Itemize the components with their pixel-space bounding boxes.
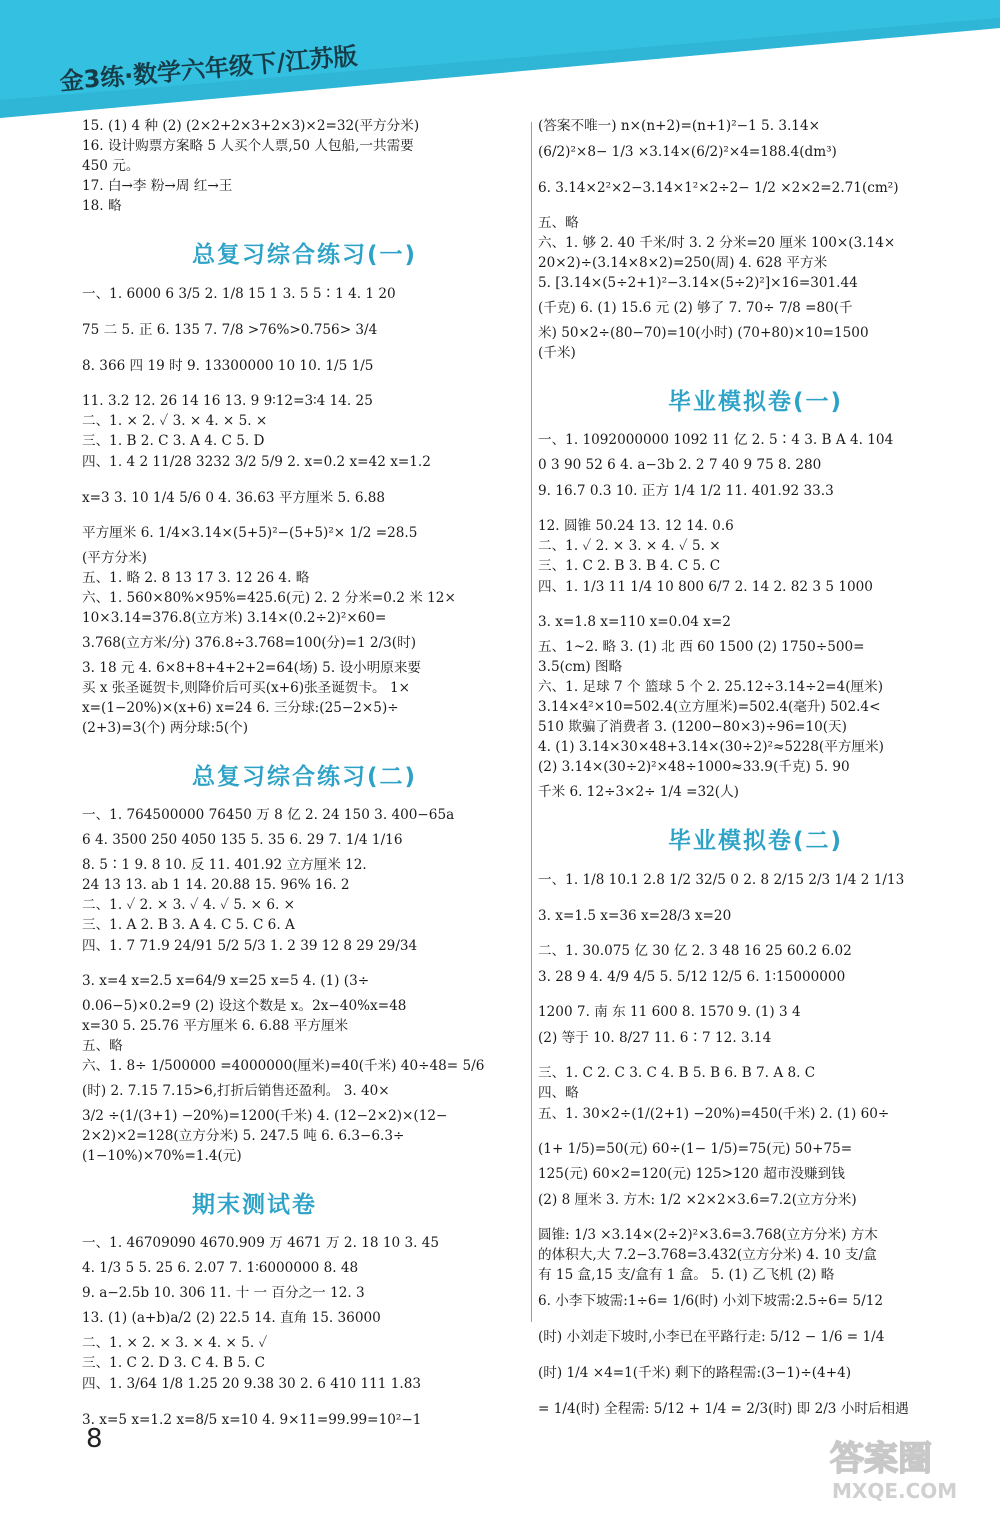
answer-line: (2+3)=3(个) 两分球:5(个) (82, 720, 249, 736)
answer-line: 9. 16.7 0.3 10. 正方 1/4 1/2 11. 401.92 33.3 (538, 483, 834, 499)
answer-line: (1−10%)×70%=1.4(元) (82, 1148, 242, 1164)
answer-line: 平方厘米 6. 1/4×3.14×(5+5)²−(5+5)²× 1/2 =28.5 (82, 525, 418, 541)
answer-line: 五、略 (82, 1038, 123, 1054)
answer-line: 450 元。 (82, 158, 140, 174)
answer-line: (6/2)²×8− 1/3 ×3.14×(6/2)²×4=188.4(dm³) (538, 144, 837, 160)
right-intro (538, 116, 976, 363)
answer-line: (千米) (538, 345, 576, 361)
watermark-logo (820, 1430, 990, 1506)
answer-line: 3. x=5 x=1.2 x=8/5 x=10 4. 9×11=99.99=10²−1 (82, 1412, 422, 1428)
section-title: 期末测试卷 (192, 1192, 317, 1218)
answer-line: 3. x=4 x=2.5 x=64/9 x=25 x=5 4. (1) (3÷ (82, 973, 370, 989)
section-mock-1 (538, 383, 976, 802)
answer-line: 六、1. 足球 7 个 篮球 5 个 2. 25.12÷3.14÷2=4(厘米) (538, 679, 884, 695)
section-title: 毕业模拟卷(二) (668, 828, 844, 854)
answer-line: (时) 2. 7.15 7.15>6,打折后销售还盈利。 3. 40× (82, 1083, 390, 1099)
answer-line: 13. (1) (a+b)a/2 (2) 22.5 14. 直角 15. 36000 (82, 1310, 381, 1326)
answer-line: 四、1. 7 71.9 24/91 5/2 5/3 1. 2 39 12 8 29 29/34 (82, 938, 418, 954)
answer-line: 18. 略 (82, 198, 122, 214)
answer-line: 8. 5∶1 9. 8 10. 反 11. 401.92 立方厘米 12. (82, 857, 367, 873)
answer-line: 四、1. 3/64 1/8 1.25 20 9.38 30 2. 6 410 111 1.83 (82, 1376, 422, 1392)
answer-line: (2) 8 厘米 3. 方木: 1/2 ×2×2×3.6=7.2(立方分米) (538, 1192, 857, 1208)
answer-line: 3.14×4²×10=502.4(立方厘米)=502.4(毫升) 502.4< (538, 699, 881, 715)
answer-line: 1200 7. 南 东 11 600 8. 1570 9. (1) 3 4 (538, 1004, 801, 1020)
answer-line: 二、1. ✓ 2. × 3. ✓ 4. ✓ 5. × 6. × (82, 897, 296, 913)
section-title: 总复习综合练习(一) (192, 242, 418, 268)
answer-line: (千克) 6. (1) 15.6 元 (2) 够了 7. 70÷ 7/8 =80(千 (538, 300, 853, 316)
answer-line: 3.768(立方米/分) 376.8÷3.768=100(分)=1 2/3(时) (82, 635, 416, 651)
watermark-graphic (820, 1430, 990, 1506)
answer-line: 五、1. 30×2÷(1/(2+1) −20%)=450(千米) 2. (1) 60÷ (538, 1106, 890, 1122)
answer-line: 4. 1/3 5 5. 25 6. 2.07 7. 1∶6000000 8. 48 (82, 1260, 359, 1276)
section-title: 总复习综合练习(二) (192, 764, 418, 790)
answer-line: 5. [3.14×(5÷2+1)²−3.14×(5÷2)²]×16=301.44 (538, 275, 858, 291)
answer-line: 12. 圆锥 50.24 13. 12 14. 0.6 (538, 518, 734, 534)
answer-line: 二、1. ✓ 2. × 3. × 4. ✓ 5. × (538, 538, 721, 554)
page-number: 8 (86, 1424, 103, 1454)
answer-line: 二、1. 30.075 亿 30 亿 2. 3 48 16 25 60.2 6.02 (538, 943, 852, 959)
answer-line: 一、1. 1092000000 1092 11 亿 2. 5∶4 3. B A 4. 104 (538, 432, 894, 448)
answer-line: 千米 6. 12÷3×2÷ 1/4 =32(人) (538, 784, 739, 800)
answer-line: (2) 3.14×(30÷2)²×48÷1000≈33.9(千克) 5. 90 (538, 759, 850, 775)
column-divider (531, 122, 532, 1322)
answer-line: x=3 3. 10 1/4 5/6 0 4. 36.63 平方厘米 5. 6.88 (82, 490, 386, 506)
answer-line: 五、1. 略 2. 8 13 17 3. 12 26 4. 略 (82, 570, 310, 586)
answer-line: 三、1. C 2. C 3. C 4. B 5. B 6. B 7. A 8. C (538, 1065, 816, 1081)
answer-line: 3/2 ÷(1/(3+1) −20%)=1200(千米) 4. (12−2×2)×(12− (82, 1108, 448, 1124)
answer-line: 6. 3.14×2²×2−3.14×1²×2÷2− 1/2 ×2×2=2.71(cm²) (538, 180, 899, 196)
right-column (538, 116, 976, 1434)
answer-line: 三、1. C 2. D 3. C 4. B 5. C (82, 1355, 266, 1371)
answer-line: (时) 小刘走下坡时,小李已在平路行走: 5/12 − 1/6 = 1/4 (538, 1329, 885, 1345)
answer-line: 9. a−2.5b 10. 306 11. 十 一 百分之一 12. 3 (82, 1285, 365, 1301)
answer-line: 二、1. × 2. × 3. × 4. × 5. ✓ (82, 1335, 268, 1351)
svg-text:MXQE.COM: MXQE.COM (832, 1479, 958, 1503)
answer-line: 20×2)÷(3.14×8×2)=250(周) 4. 628 平方米 (538, 255, 828, 271)
answer-line: 米) 50×2÷(80−70)=10(小时) (70+80)×10=1500 (538, 325, 869, 341)
answer-line: 3.5(cm) 图略 (538, 659, 623, 675)
section-title: 毕业模拟卷(一) (668, 389, 844, 415)
answer-line: 6. 小李下坡需:1÷6= 1/6(时) 小刘下坡需:2.5÷6= 5/12 (538, 1293, 884, 1309)
answer-line: 四、略 (538, 1085, 579, 1101)
answer-line: (1+ 1/5)=50(元) 60÷(1− 1/5)=75(元) 50+75= (538, 1141, 853, 1157)
answer-line: 六、1. 560×80%×95%=425.6(元) 2. 2 分米=0.2 米 12× (82, 590, 456, 606)
answer-line: 四、1. 4 2 11/28 3232 3/2 5/9 2. x=0.2 x=42 x=1.2 (82, 454, 431, 470)
answer-line: 510 欺骗了消费者 3. (1200−80×3)÷96=10(天) (538, 719, 847, 735)
answer-line: 24 13 13. ab 1 14. 20.88 15. 96% 16. 2 (82, 877, 350, 893)
answer-line: 3. 18 元 4. 6×8+8+4+2+2=64(场) 5. 设小明原来要 (82, 660, 422, 676)
section-final-exam (82, 1186, 524, 1431)
answer-line: 有 15 盒,15 支/盒有 1 盒。 5. (1) 乙飞机 (2) 略 (538, 1267, 835, 1283)
left-column (82, 116, 524, 1445)
answer-line: 的体积大,大 7.2−3.768=3.432(立方分米) 4. 10 支/盒 (538, 1247, 877, 1263)
answer-line: 五、略 (538, 215, 579, 231)
answer-line: 11. 3.2 12. 26 14 16 13. 9 9∶12=3∶4 14. 25 (82, 393, 373, 409)
answer-line: 8. 366 四 19 时 9. 13300000 10 10. 1/5 1/5 (82, 358, 374, 374)
answer-line: (2) 等于 10. 8/27 11. 6∶7 12. 3.14 (538, 1030, 772, 1046)
answer-line: 0.06−5)×0.2=9 (2) 设这个数是 x。2x−40%x=48 (82, 998, 407, 1014)
answer-line: 三、1. B 2. C 3. A 4. C 5. D (82, 433, 265, 449)
section-review-2 (82, 758, 524, 1166)
answer-line: 圆锥: 1/3 ×3.14×(2÷2)²×3.6=3.768(立方分米) 方木 (538, 1227, 878, 1243)
answer-line: (答案不唯一) n×(n+2)=(n+1)²−1 5. 3.14× (538, 118, 820, 134)
answer-line: 三、1. C 2. B 3. B 4. C 5. C (538, 558, 721, 574)
answer-line: (时) 1/4 ×4=1(千米) 剩下的路程需:(3−1)÷(4+4) (538, 1365, 852, 1381)
answer-line: 五、1~2. 略 3. (1) 北 西 60 1500 (2) 1750÷500= (538, 639, 865, 655)
answer-line: 4. (1) 3.14×30×48+3.14×(30÷2)²≈5228(平方厘米) (538, 739, 884, 755)
answer-line: 四、1. 1/3 11 1/4 10 800 6/7 2. 14 2. 82 3 5 1000 (538, 579, 873, 595)
answer-line: 2×2)×2=128(立方分米) 5. 247.5 吨 6. 6.3−6.3÷ (82, 1128, 405, 1144)
answer-line: 一、1. 46709090 4670.909 万 4671 万 2. 18 10 3. 45 (82, 1235, 440, 1251)
answer-line: x=(1−20%)×(x+6) x=24 6. 三分球:(25−2×5)÷ (82, 700, 399, 716)
answer-line: (平方分米) (82, 550, 147, 566)
answer-line: 三、1. A 2. B 3. A 4. C 5. C 6. A (82, 917, 295, 933)
answer-line: 一、1. 1/8 10.1 2.8 1/2 32/5 0 2. 8 2/15 2/3 1/4 2 1/13 (538, 872, 905, 888)
answer-line: 17. 白→李 粉→周 红→王 (82, 178, 233, 194)
section-mock-2 (538, 822, 976, 1420)
header-title: 金3练·数学六年级下/江苏版 (58, 41, 359, 96)
answer-line: 10×3.14=376.8(立方米) 3.14×(0.2÷2)²×60= (82, 610, 387, 626)
answer-line: 3. x=1.8 x=110 x=0.04 x=2 (538, 614, 731, 630)
section-review-1 (82, 236, 524, 738)
answer-line: 0 3 90 52 6 4. a−3b 2. 2 7 40 9 75 8. 280 (538, 457, 822, 473)
answer-line: 16. 设计购票方案略 5 人买个人票,50 人包船,一共需要 (82, 138, 414, 154)
answer-line: 买 x 张圣诞贺卡,则降价后可买(x+6)张圣诞贺卡。 1× (82, 680, 410, 696)
answer-line: 125(元) 60×2=120(元) 125>120 超市没赚到钱 (538, 1166, 845, 1182)
answer-line: 75 二 5. 正 6. 135 7. 7/8 >76%>0.756> 3/4 (82, 322, 378, 338)
answer-line: 六、1. 够 2. 40 千米/时 3. 2 分米=20 厘米 100×(3.14× (538, 235, 896, 251)
answer-line: 3. x=1.5 x=36 x=28/3 x=20 (538, 908, 732, 924)
answer-line: = 1/4(时) 全程需: 5/12 + 1/4 = 2/3(时) 即 2/3 小时后相遇 (538, 1401, 909, 1417)
answer-line: 3. 28 9 4. 4/9 4/5 5. 5/12 12/5 6. 1∶15000000 (538, 969, 846, 985)
header-banner (0, 0, 1000, 118)
answer-line: 6 4. 3500 250 4050 135 5. 35 6. 29 7. 1/4 1/16 (82, 832, 403, 848)
svg-text:答案圈: 答案圈 (830, 1439, 932, 1479)
answer-line: 六、1. 8÷ 1/500000 =4000000(厘米)=40(千米) 40÷48= 5/6 (82, 1058, 485, 1074)
left-intro (82, 116, 524, 216)
answer-line: 一、1. 6000 6 3/5 2. 1/8 15 1 3. 5 5∶1 4. 1 20 (82, 286, 396, 302)
answer-line: x=30 5. 25.76 平方厘米 6. 6.88 平方厘米 (82, 1018, 349, 1034)
answer-line: 一、1. 764500000 76450 万 8 亿 2. 24 150 3. 400−65a (82, 807, 455, 823)
answer-line: 15. (1) 4 种 (2) (2×2+2×3+2×3)×2=32(平方分米) (82, 118, 420, 134)
answer-line: 二、1. × 2. ✓ 3. × 4. × 5. × (82, 413, 268, 429)
